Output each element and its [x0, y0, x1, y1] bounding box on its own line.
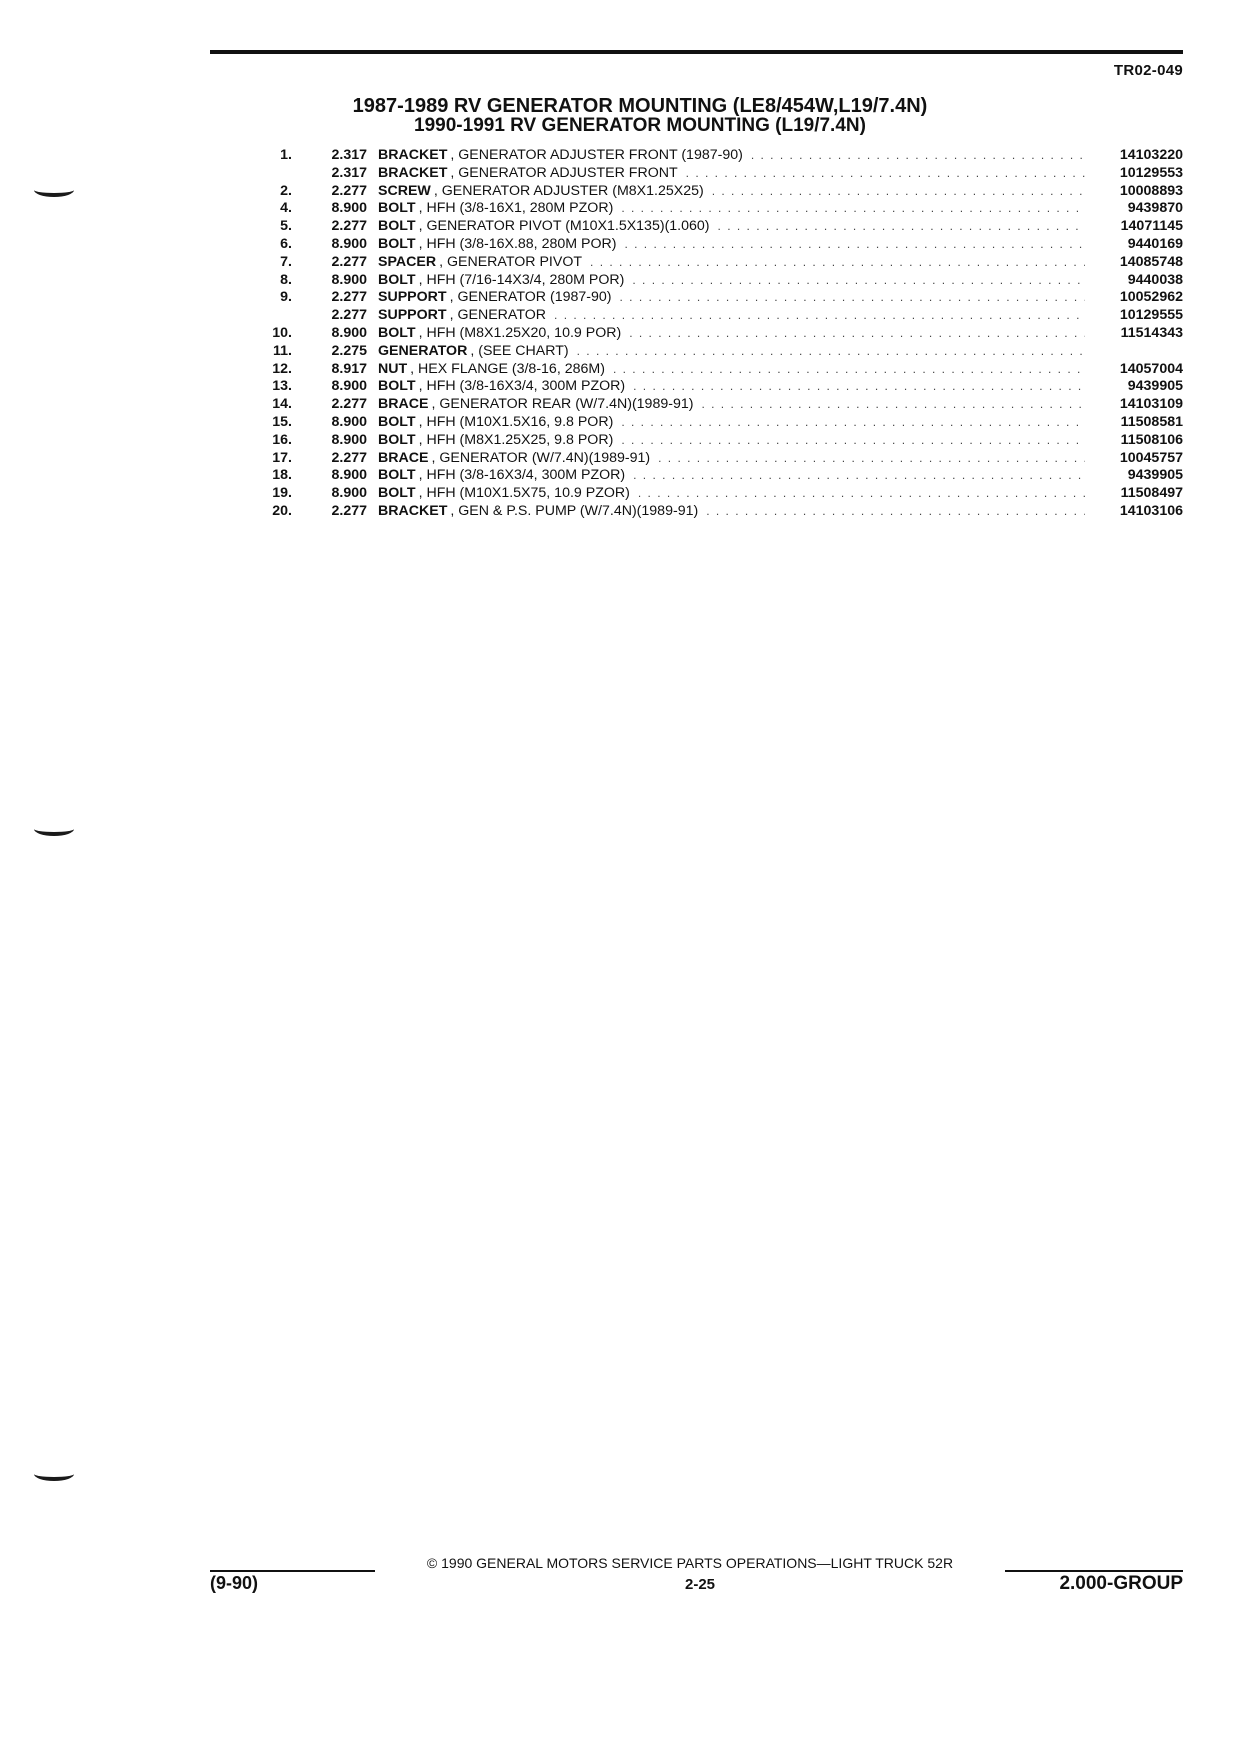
dot-leader — [633, 467, 1085, 485]
part-number: 9440038 — [1127, 271, 1183, 288]
part-description — [378, 396, 1095, 414]
part-number: 11508497 — [1120, 485, 1183, 502]
group-code: 8.900 — [331, 431, 367, 448]
part-description — [378, 378, 1095, 396]
ref-number: 19. — [272, 485, 292, 502]
ref-number: 12. — [272, 360, 292, 377]
part-description — [378, 200, 1095, 218]
ref-number: 6. — [280, 235, 292, 252]
group-code: 2.277 — [331, 396, 367, 413]
part-detail: , HFH (M8X1.25X25, 9.8 POR) — [418, 431, 614, 448]
dot-leader — [624, 236, 1085, 254]
part-detail: , HFH (M10X1.5X16, 9.8 POR) — [418, 413, 614, 430]
group-code: 2.277 — [331, 218, 367, 235]
parts-row — [246, 183, 1183, 201]
part-detail: , GENERATOR — [449, 307, 547, 324]
ref-number: 14. — [272, 396, 292, 413]
part-number: 14071145 — [1120, 218, 1183, 235]
group-code: 2.277 — [331, 307, 367, 324]
part-name: BRACE — [378, 396, 429, 413]
part-detail: , HFH (M10X1.5X75, 10.9 PZOR) — [418, 485, 630, 502]
ref-number: 20. — [272, 502, 292, 519]
title-line-2: 1990-1991 RV GENERATOR MOUNTING (L19/7.4N) — [414, 115, 866, 136]
part-name: BRACE — [378, 449, 429, 466]
parts-row — [246, 343, 1183, 361]
dot-leader — [718, 218, 1085, 236]
ref-number: 7. — [280, 253, 292, 270]
part-detail: , GENERATOR REAR (W/7.4N)(1989-91) — [431, 396, 694, 413]
part-name: SUPPORT — [378, 289, 447, 306]
footer-rule-right — [1005, 1570, 1183, 1572]
dot-leader — [621, 414, 1085, 432]
document-code: TR02-049 — [1113, 62, 1183, 79]
part-detail: , GENERATOR (1987-90) — [449, 289, 612, 306]
part-detail: , GENERATOR ADJUSTER FRONT — [450, 164, 678, 181]
binder-hole-bottom — [34, 1467, 74, 1481]
part-description — [378, 272, 1095, 290]
part-detail: , HFH (3/8-16X3/4, 300M PZOR) — [418, 467, 626, 484]
part-detail: , GENERATOR (W/7.4N)(1989-91) — [431, 449, 651, 466]
part-name: BOLT — [378, 431, 416, 448]
part-detail: , (SEE CHART) — [470, 342, 569, 359]
ref-number: 4. — [280, 200, 292, 217]
binder-hole-middle — [34, 822, 74, 836]
part-description — [378, 361, 1095, 379]
group-code: 2.277 — [331, 449, 367, 466]
part-detail: , GENERATOR PIVOT (M10X1.5X135)(1.060) — [418, 218, 710, 235]
part-number: 9440169 — [1127, 235, 1183, 252]
part-description — [378, 485, 1095, 503]
part-description — [378, 236, 1095, 254]
part-number: 14103220 — [1119, 147, 1183, 163]
parts-row — [246, 503, 1183, 521]
part-detail: , GEN & P.S. PUMP (W/7.4N)(1989-91) — [450, 502, 699, 519]
part-name: BOLT — [378, 378, 416, 395]
parts-row — [246, 414, 1183, 432]
part-name: BRACKET — [378, 164, 448, 181]
part-detail: , GENERATOR ADJUSTER (M8X1.25X25) — [433, 182, 704, 199]
parts-row — [246, 485, 1183, 503]
ref-number: 18. — [272, 467, 292, 484]
parts-list — [246, 147, 1183, 521]
part-description — [378, 325, 1095, 343]
part-number: 14085748 — [1119, 253, 1183, 270]
part-name: BRACKET — [378, 502, 448, 519]
group-code: 8.900 — [331, 200, 367, 217]
part-detail: , GENERATOR PIVOT — [439, 253, 583, 270]
part-description — [378, 450, 1095, 468]
group-code: 8.917 — [331, 360, 367, 377]
ref-number: 15. — [272, 413, 292, 430]
part-number: 14103106 — [1119, 502, 1183, 519]
ref-number: 5. — [280, 218, 292, 235]
part-description — [378, 165, 1095, 183]
part-detail: , HFH (7/16-14X3/4, 280M POR) — [418, 271, 625, 288]
part-description — [378, 432, 1095, 450]
dot-leader — [577, 343, 1085, 361]
group-code: 2.317 — [331, 164, 367, 181]
binder-hole-top — [34, 183, 74, 197]
group-code: 2.317 — [331, 147, 367, 163]
part-number: 9439905 — [1127, 378, 1183, 395]
group-code: 8.900 — [331, 467, 367, 484]
top-rule — [210, 50, 1183, 54]
group-code: 2.277 — [331, 253, 367, 270]
parts-row — [246, 254, 1183, 272]
part-number: 14057004 — [1119, 360, 1183, 377]
group-code: 8.900 — [331, 271, 367, 288]
parts-row — [246, 467, 1183, 485]
page-title — [240, 96, 1040, 135]
part-number: 11508581 — [1120, 413, 1183, 430]
dot-leader — [633, 378, 1085, 396]
part-detail: , HEX FLANGE (3/8-16, 286M) — [410, 360, 605, 377]
part-name: BOLT — [378, 467, 416, 484]
part-detail: , HFH (3/8-16X3/4, 300M PZOR) — [418, 378, 626, 395]
group-code: 8.900 — [331, 413, 367, 430]
parts-row — [246, 378, 1183, 396]
part-name: NUT — [378, 360, 408, 377]
part-number: 10129555 — [1119, 307, 1183, 324]
ref-number: 17. — [272, 449, 292, 466]
part-number: 9439870 — [1127, 200, 1183, 217]
group-code: 8.900 — [331, 485, 367, 502]
part-description — [378, 343, 1095, 361]
part-number: 9439905 — [1127, 467, 1183, 484]
group-code: 8.900 — [331, 324, 367, 341]
group-code: 8.900 — [331, 235, 367, 252]
part-detail: , HFH (3/8-16X1, 280M PZOR) — [418, 200, 614, 217]
ref-number: 11. — [273, 342, 292, 359]
parts-row — [246, 272, 1183, 290]
part-name: SPACER — [378, 253, 437, 270]
part-description — [378, 147, 1095, 165]
ref-number: 2. — [280, 182, 292, 199]
part-name: GENERATOR — [378, 342, 468, 359]
footer-rule-left — [210, 1570, 375, 1572]
dot-leader — [632, 272, 1085, 290]
page-number: 2-25 — [684, 1576, 716, 1593]
part-detail: , HFH (3/8-16X.88, 280M POR) — [418, 235, 617, 252]
part-number: 11514343 — [1120, 324, 1183, 341]
part-number: 10045757 — [1119, 449, 1183, 466]
parts-row — [246, 307, 1183, 325]
part-description — [378, 183, 1095, 201]
parts-row — [246, 165, 1183, 183]
group-number: 2.000-GROUP — [1059, 1573, 1183, 1594]
ref-number: 8. — [280, 271, 292, 288]
part-number: 11508106 — [1120, 431, 1183, 448]
parts-row — [246, 450, 1183, 468]
parts-row — [246, 396, 1183, 414]
parts-row — [246, 289, 1183, 307]
part-name: BOLT — [378, 218, 416, 235]
dot-leader — [686, 165, 1085, 183]
part-detail: , GENERATOR ADJUSTER FRONT (1987-90) — [450, 147, 743, 163]
dot-leader — [629, 325, 1085, 343]
part-name: SUPPORT — [378, 307, 447, 324]
parts-row — [246, 325, 1183, 343]
group-code: 8.900 — [331, 378, 367, 395]
parts-row — [246, 236, 1183, 254]
part-number: 10008893 — [1119, 182, 1183, 199]
parts-row — [246, 147, 1183, 165]
ref-number: 10. — [272, 324, 292, 341]
part-name: BOLT — [378, 485, 416, 502]
parts-row — [246, 218, 1183, 236]
parts-row — [246, 432, 1183, 450]
dot-leader — [658, 450, 1085, 468]
part-name: BOLT — [378, 235, 416, 252]
part-description — [378, 307, 1095, 325]
ref-number: 16. — [272, 431, 292, 448]
part-name: BOLT — [378, 200, 416, 217]
title-line-1: 1987-1989 RV GENERATOR MOUNTING (LE8/454W,L19/7.4N) — [352, 95, 928, 117]
copyright-notice: © 1990 GENERAL MOTORS SERVICE PARTS OPERATIONS—LIGHT TRUCK 52R — [426, 1555, 954, 1571]
part-number: 10052962 — [1119, 289, 1183, 306]
dot-leader — [701, 396, 1085, 414]
group-code: 2.277 — [331, 182, 367, 199]
ref-number: 9. — [280, 289, 292, 306]
dot-leader — [613, 361, 1085, 379]
dot-leader — [751, 147, 1085, 165]
part-description — [378, 289, 1095, 307]
dot-leader — [554, 307, 1085, 325]
dot-leader — [590, 254, 1085, 272]
part-name: SCREW — [378, 182, 431, 199]
group-code: 2.277 — [331, 289, 367, 306]
revision-date: (9-90) — [210, 1573, 259, 1593]
part-number: 14103109 — [1119, 396, 1183, 413]
part-name: BOLT — [378, 271, 416, 288]
dot-leader — [638, 485, 1085, 503]
dot-leader — [712, 183, 1085, 201]
ref-number: 1. — [280, 147, 292, 163]
parts-row — [246, 361, 1183, 379]
group-code: 2.275 — [331, 342, 367, 359]
dot-leader — [706, 503, 1085, 521]
part-description — [378, 218, 1095, 236]
dot-leader — [621, 200, 1085, 218]
ref-number: 13. — [272, 378, 292, 395]
group-code: 2.277 — [331, 502, 367, 519]
part-detail: , HFH (M8X1.25X20, 10.9 POR) — [418, 324, 622, 341]
part-name: BOLT — [378, 324, 416, 341]
part-description — [378, 254, 1095, 272]
dot-leader — [621, 432, 1085, 450]
part-description — [378, 414, 1095, 432]
part-description — [378, 467, 1095, 485]
part-description — [378, 503, 1095, 521]
part-number: 10129553 — [1119, 164, 1183, 181]
part-name: BRACKET — [378, 147, 448, 163]
dot-leader — [620, 289, 1086, 307]
parts-row — [246, 200, 1183, 218]
part-name: BOLT — [378, 413, 416, 430]
